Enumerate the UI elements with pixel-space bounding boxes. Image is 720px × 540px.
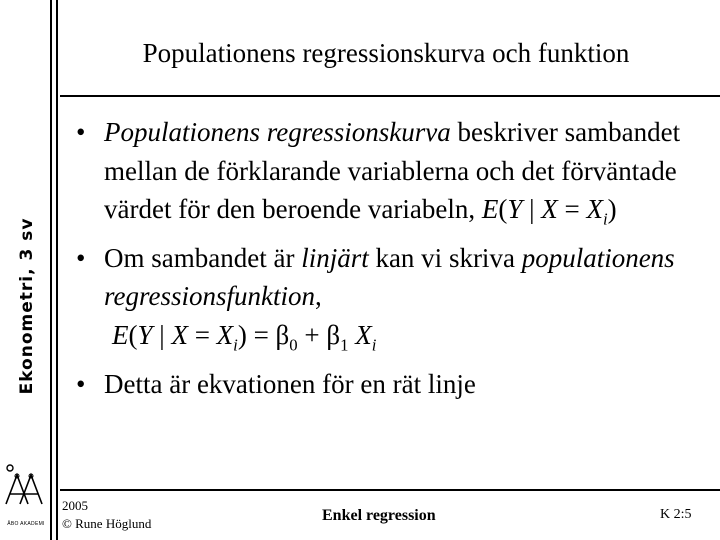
- expr-symbol: |: [522, 194, 542, 224]
- formula-symbol: =: [187, 319, 217, 350]
- formula-symbol: X: [171, 319, 188, 350]
- bullet-text: Om sambandet är: [104, 242, 302, 273]
- bullet-dot: •: [76, 117, 86, 147]
- expr-symbol: X: [586, 194, 603, 224]
- bullet-text: Detta är ekvationen för en rät linje: [104, 368, 476, 399]
- bullet-dot: •: [76, 242, 86, 273]
- course-label: Ekonometri, 3 sv: [17, 217, 37, 395]
- bullet-term: linjärt: [301, 242, 369, 273]
- expr-symbol: (: [498, 194, 508, 224]
- formula-subscript: 1: [340, 335, 349, 355]
- list-item: [70, 239, 710, 365]
- formula-symbol: X: [348, 319, 372, 350]
- formula-symbol: |: [152, 319, 172, 350]
- formula-subscript: i: [233, 335, 238, 355]
- expr-subscript: i: [603, 209, 608, 229]
- formula-symbol: +: [297, 319, 327, 350]
- bullet-list: [70, 113, 710, 403]
- footer-left: [62, 497, 151, 533]
- bullet-text: ,: [315, 281, 322, 312]
- footer-topic: Enkel regression: [322, 507, 436, 524]
- formula-subscript: i: [371, 335, 377, 355]
- bullet-term: populationens regressionsfunktion: [104, 242, 675, 312]
- list-item: [70, 113, 710, 239]
- bullet-dot: •: [76, 368, 86, 399]
- expr-symbol: E: [481, 194, 499, 224]
- expr-symbol: Y: [507, 194, 523, 224]
- formula-symbol: E: [112, 319, 129, 350]
- formula-symbol: β: [275, 319, 290, 350]
- logo-caption: ÅBO AKADEMI: [7, 521, 45, 527]
- title-divider: [60, 95, 720, 97]
- sidebar-divider: [50, 0, 52, 540]
- footer-divider: [60, 489, 720, 491]
- bullet-term: Populationens regressionskurva: [104, 117, 451, 147]
- formula-symbol: ) =: [237, 319, 276, 350]
- slide-title: Populationens regressionskurva och funktion: [142, 38, 630, 68]
- regression-formula: [104, 316, 710, 365]
- list-item: [70, 365, 710, 404]
- sidebar: [0, 0, 52, 540]
- formula-symbol: Y: [137, 319, 153, 350]
- expr-symbol: X: [541, 194, 558, 224]
- expr-symbol: ): [607, 194, 617, 224]
- bullet-text: kan vi skriva: [368, 242, 522, 273]
- expr-symbol: =: [557, 194, 587, 224]
- formula-subscript: 0: [289, 335, 298, 355]
- formula-symbol: β: [326, 319, 341, 350]
- sidebar-divider-inner: [56, 0, 58, 540]
- bullet-text: beskriver sambandet mellan de förklarande variablerna och det förväntade värdet för den beroende variabeln,: [104, 117, 681, 224]
- footer-year: 2005: [62, 498, 88, 513]
- formula-symbol: X: [216, 319, 234, 350]
- page-number: K 2:5: [660, 507, 692, 522]
- footer-author: © Rune Höglund: [62, 516, 152, 531]
- formula-symbol: (: [128, 319, 138, 350]
